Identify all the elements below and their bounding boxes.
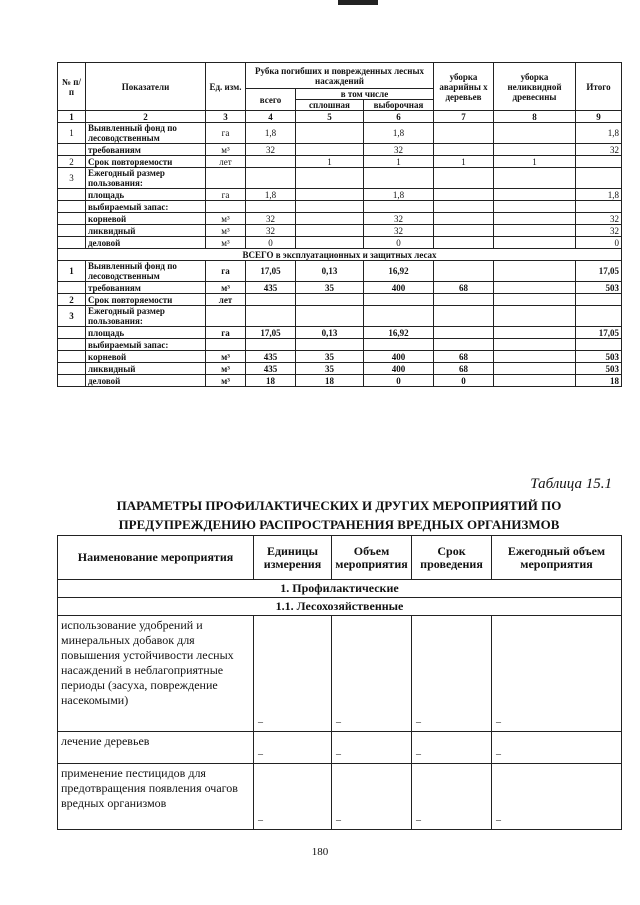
- section-forestry: 1.1. Лесохозяйственные: [58, 598, 622, 616]
- header-incl: в том числе: [296, 89, 434, 100]
- indicator-name: площадь: [86, 327, 206, 339]
- selective-felling: 0: [364, 375, 434, 387]
- illiquid: [494, 237, 576, 249]
- cleanup: [434, 306, 494, 327]
- itogo: [576, 306, 622, 327]
- total: [246, 201, 296, 213]
- indicator-name: выбираемый запас:: [86, 201, 206, 213]
- row-num: [58, 189, 86, 201]
- indicator-name: корневой: [86, 351, 206, 363]
- illiquid: [494, 327, 576, 339]
- header-measure-unit: Единицы измерения: [254, 536, 332, 580]
- cleanup: [434, 261, 494, 282]
- table-row: [58, 201, 622, 213]
- itogo: [576, 201, 622, 213]
- column-number: 8: [494, 111, 576, 123]
- table-row: [58, 213, 622, 225]
- row-num: [58, 201, 86, 213]
- illiquid: [494, 189, 576, 201]
- measure-unit: –: [254, 732, 332, 764]
- total: 1,8: [246, 189, 296, 201]
- illiquid: [494, 351, 576, 363]
- clear-felling: [296, 213, 364, 225]
- clear-felling: [296, 144, 364, 156]
- clear-felling: [296, 306, 364, 327]
- table-row: [58, 375, 622, 387]
- table-row: [58, 282, 622, 294]
- clear-felling: 18: [296, 375, 364, 387]
- total: [246, 294, 296, 306]
- column-number: 5: [296, 111, 364, 123]
- cleanup: 68: [434, 351, 494, 363]
- table-row: [58, 339, 622, 351]
- header-clear: сплошная: [296, 100, 364, 111]
- itogo: 0: [576, 237, 622, 249]
- clear-felling: [296, 168, 364, 189]
- section-preventive: 1. Профилактические: [58, 580, 622, 598]
- clear-felling: [296, 189, 364, 201]
- unit: м³: [206, 282, 246, 294]
- clear-felling: [296, 225, 364, 237]
- indicator-name: Выявленный фонд по лесоводственным: [86, 123, 206, 144]
- cleanup: [434, 327, 494, 339]
- selective-felling: [364, 294, 434, 306]
- section-total-title: ВСЕГО в эксплуатационных и защитных лесах: [58, 249, 622, 261]
- measure-volume: –: [332, 764, 412, 830]
- indicator-name: ликвидный: [86, 225, 206, 237]
- cleanup: [434, 168, 494, 189]
- unit: м³: [206, 144, 246, 156]
- header-measure-volume: Объем мероприятия: [332, 536, 412, 580]
- table-row: [58, 363, 622, 375]
- total: [246, 306, 296, 327]
- unit: [206, 306, 246, 327]
- itogo: 32: [576, 225, 622, 237]
- row-num: [58, 327, 86, 339]
- selective-felling: 400: [364, 363, 434, 375]
- itogo: 18: [576, 375, 622, 387]
- section-row: [58, 249, 622, 261]
- selective-felling: 1: [364, 156, 434, 168]
- header-total-all: всего: [246, 89, 296, 111]
- cleanup: 0: [434, 375, 494, 387]
- selective-felling: [364, 339, 434, 351]
- clear-felling: 0,13: [296, 261, 364, 282]
- cleanup: [434, 237, 494, 249]
- table-row: [58, 123, 622, 144]
- row-num: [58, 213, 86, 225]
- unit: м³: [206, 237, 246, 249]
- illiquid: [494, 261, 576, 282]
- itogo: 503: [576, 363, 622, 375]
- unit: га: [206, 189, 246, 201]
- illiquid: [494, 225, 576, 237]
- indicator-name: Ежегодный размер пользования:: [86, 168, 206, 189]
- row-num: 1: [58, 261, 86, 282]
- indicator-name: требованиям: [86, 282, 206, 294]
- itogo: 1,8: [576, 123, 622, 144]
- header-measure-annual: Ежегодный объем мероприятия: [492, 536, 622, 580]
- measure-volume: –: [332, 616, 412, 732]
- illiquid: [494, 144, 576, 156]
- selective-felling: 32: [364, 213, 434, 225]
- selective-felling: 1,8: [364, 123, 434, 144]
- measure-unit: –: [254, 764, 332, 830]
- unit: [206, 339, 246, 351]
- measure-annual: –: [492, 616, 622, 732]
- row-num: 2: [58, 294, 86, 306]
- indicator-name: деловой: [86, 375, 206, 387]
- selective-felling: [364, 306, 434, 327]
- unit: лет: [206, 156, 246, 168]
- clear-felling: 35: [296, 351, 364, 363]
- measure-name: лечение деревьев: [58, 732, 254, 764]
- header-indicators: Показатели: [86, 63, 206, 111]
- measure-term: –: [412, 732, 492, 764]
- column-numbers-row: [58, 111, 622, 123]
- indicator-name: ликвидный: [86, 363, 206, 375]
- total: 435: [246, 351, 296, 363]
- unit: [206, 168, 246, 189]
- total: 435: [246, 282, 296, 294]
- cleanup: [434, 225, 494, 237]
- measure-volume: –: [332, 732, 412, 764]
- unit: лет: [206, 294, 246, 306]
- illiquid: [494, 282, 576, 294]
- table-row: [58, 168, 622, 189]
- measure-term: –: [412, 764, 492, 830]
- indicator-name: требованиям: [86, 144, 206, 156]
- measure-unit: –: [254, 616, 332, 732]
- column-number: 2: [86, 111, 206, 123]
- cleanup: [434, 201, 494, 213]
- itogo: [576, 168, 622, 189]
- total: 435: [246, 363, 296, 375]
- unit: [206, 201, 246, 213]
- selective-felling: 32: [364, 144, 434, 156]
- clear-felling: 1: [296, 156, 364, 168]
- row-num: [58, 282, 86, 294]
- total: 17,05: [246, 261, 296, 282]
- selective-felling: 0: [364, 237, 434, 249]
- total: 0: [246, 237, 296, 249]
- table-row: [58, 616, 622, 732]
- measure-annual: –: [492, 764, 622, 830]
- total: 18: [246, 375, 296, 387]
- table-row: [58, 294, 622, 306]
- unit: м³: [206, 375, 246, 387]
- row-num: [58, 339, 86, 351]
- header-illiquid: уборка неликвидной древесины: [494, 63, 576, 111]
- table-row: [58, 764, 622, 830]
- total: 1,8: [246, 123, 296, 144]
- total: 32: [246, 144, 296, 156]
- table-row: [58, 189, 622, 201]
- illiquid: [494, 213, 576, 225]
- itogo: 32: [576, 213, 622, 225]
- felling-table: [57, 62, 622, 387]
- itogo: 32: [576, 144, 622, 156]
- unit: га: [206, 327, 246, 339]
- total: [246, 168, 296, 189]
- total: 32: [246, 213, 296, 225]
- itogo: 1,8: [576, 189, 622, 201]
- indicator-name: корневой: [86, 213, 206, 225]
- itogo: [576, 156, 622, 168]
- selective-felling: 16,92: [364, 261, 434, 282]
- row-num: 3: [58, 168, 86, 189]
- table-title-line2: ПРЕДУПРЕЖДЕНИЮ РАСПРОСТРАНЕНИЯ ВРЕДНЫХ ОРГАНИЗМОВ: [118, 517, 560, 532]
- unit: га: [206, 261, 246, 282]
- selective-felling: 32: [364, 225, 434, 237]
- row-num: 2: [58, 156, 86, 168]
- row-num: [58, 375, 86, 387]
- column-number: 6: [364, 111, 434, 123]
- selective-felling: 400: [364, 282, 434, 294]
- clear-felling: 35: [296, 363, 364, 375]
- clear-felling: 0,13: [296, 327, 364, 339]
- illiquid: [494, 168, 576, 189]
- itogo: [576, 294, 622, 306]
- clear-felling: [296, 201, 364, 213]
- indicator-name: Ежегодный размер пользования:: [86, 306, 206, 327]
- row-num: [58, 351, 86, 363]
- header-unit: Ед. изм.: [206, 63, 246, 111]
- cleanup: 68: [434, 363, 494, 375]
- total: [246, 156, 296, 168]
- illiquid: [494, 363, 576, 375]
- itogo: 503: [576, 282, 622, 294]
- indicator-name: площадь: [86, 189, 206, 201]
- illiquid: [494, 294, 576, 306]
- indicator-name: Выявленный фонд по лесоводственным: [86, 261, 206, 282]
- scan-mark: [338, 0, 378, 5]
- table-row: [58, 144, 622, 156]
- measure-name: применение пестицидов для предотвращения появления очагов вредных организмов: [58, 764, 254, 830]
- selective-felling: 1,8: [364, 189, 434, 201]
- column-number: 4: [246, 111, 296, 123]
- measure-annual: –: [492, 732, 622, 764]
- illiquid: [494, 201, 576, 213]
- row-num: [58, 225, 86, 237]
- table-row: [58, 156, 622, 168]
- cleanup: [434, 144, 494, 156]
- table-row: [58, 732, 622, 764]
- row-num: [58, 144, 86, 156]
- itogo: [576, 339, 622, 351]
- column-number: 9: [576, 111, 622, 123]
- illiquid: [494, 306, 576, 327]
- unit: м³: [206, 213, 246, 225]
- header-itogo: Итого: [576, 63, 622, 111]
- illiquid: [494, 375, 576, 387]
- indicator-name: деловой: [86, 237, 206, 249]
- illiquid: 1: [494, 156, 576, 168]
- selective-felling: [364, 168, 434, 189]
- table-row: [58, 306, 622, 327]
- header-measure-term: Срок проведения: [412, 536, 492, 580]
- row-num: [58, 237, 86, 249]
- selective-felling: [364, 201, 434, 213]
- unit: м³: [206, 351, 246, 363]
- header-felling: Рубка погибших и поврежденных лесных насаждений: [246, 63, 434, 89]
- total: [246, 339, 296, 351]
- clear-felling: 35: [296, 282, 364, 294]
- row-num: 3: [58, 306, 86, 327]
- unit: га: [206, 123, 246, 144]
- table-row: [58, 261, 622, 282]
- illiquid: [494, 123, 576, 144]
- table-title-line1: ПАРАМЕТРЫ ПРОФИЛАКТИЧЕСКИХ И ДРУГИХ МЕРОПРИЯТИЙ ПО: [116, 498, 562, 513]
- clear-felling: [296, 123, 364, 144]
- total: 17,05: [246, 327, 296, 339]
- cleanup: [434, 123, 494, 144]
- clear-felling: [296, 339, 364, 351]
- unit: м³: [206, 363, 246, 375]
- page-number: 180: [311, 846, 329, 858]
- cleanup: [434, 213, 494, 225]
- table-row: [58, 225, 622, 237]
- indicator-name: Срок повторяемости: [86, 156, 206, 168]
- column-number: 3: [206, 111, 246, 123]
- table-row: [58, 327, 622, 339]
- indicator-name: Срок повторяемости: [86, 294, 206, 306]
- header-num: № п/п: [58, 63, 86, 111]
- total: 32: [246, 225, 296, 237]
- header-measure-name: Наименование мероприятия: [58, 536, 254, 580]
- itogo: 17,05: [576, 327, 622, 339]
- clear-felling: [296, 294, 364, 306]
- itogo: 503: [576, 351, 622, 363]
- row-num: 1: [58, 123, 86, 144]
- header-selective: выборочная: [364, 100, 434, 111]
- column-number: 7: [434, 111, 494, 123]
- table-row: [58, 237, 622, 249]
- table-row: [58, 351, 622, 363]
- itogo: 17,05: [576, 261, 622, 282]
- cleanup: 1: [434, 156, 494, 168]
- clear-felling: [296, 237, 364, 249]
- cleanup: 68: [434, 282, 494, 294]
- table-caption: Таблица 15.1: [530, 476, 612, 492]
- measures-table: [57, 535, 622, 830]
- measure-name: использование удобрений и минеральных добавок для повышения устойчивости лесных насаждений в неблагоприятные периоды (засуха, повреждение насекомыми): [58, 616, 254, 732]
- illiquid: [494, 339, 576, 351]
- row-num: [58, 363, 86, 375]
- selective-felling: 16,92: [364, 327, 434, 339]
- indicator-name: выбираемый запас:: [86, 339, 206, 351]
- cleanup: [434, 339, 494, 351]
- column-number: 1: [58, 111, 86, 123]
- measure-term: –: [412, 616, 492, 732]
- selective-felling: 400: [364, 351, 434, 363]
- cleanup: [434, 189, 494, 201]
- unit: м³: [206, 225, 246, 237]
- cleanup: [434, 294, 494, 306]
- header-cleanup: уборка аварийны х деревьев: [434, 63, 494, 111]
